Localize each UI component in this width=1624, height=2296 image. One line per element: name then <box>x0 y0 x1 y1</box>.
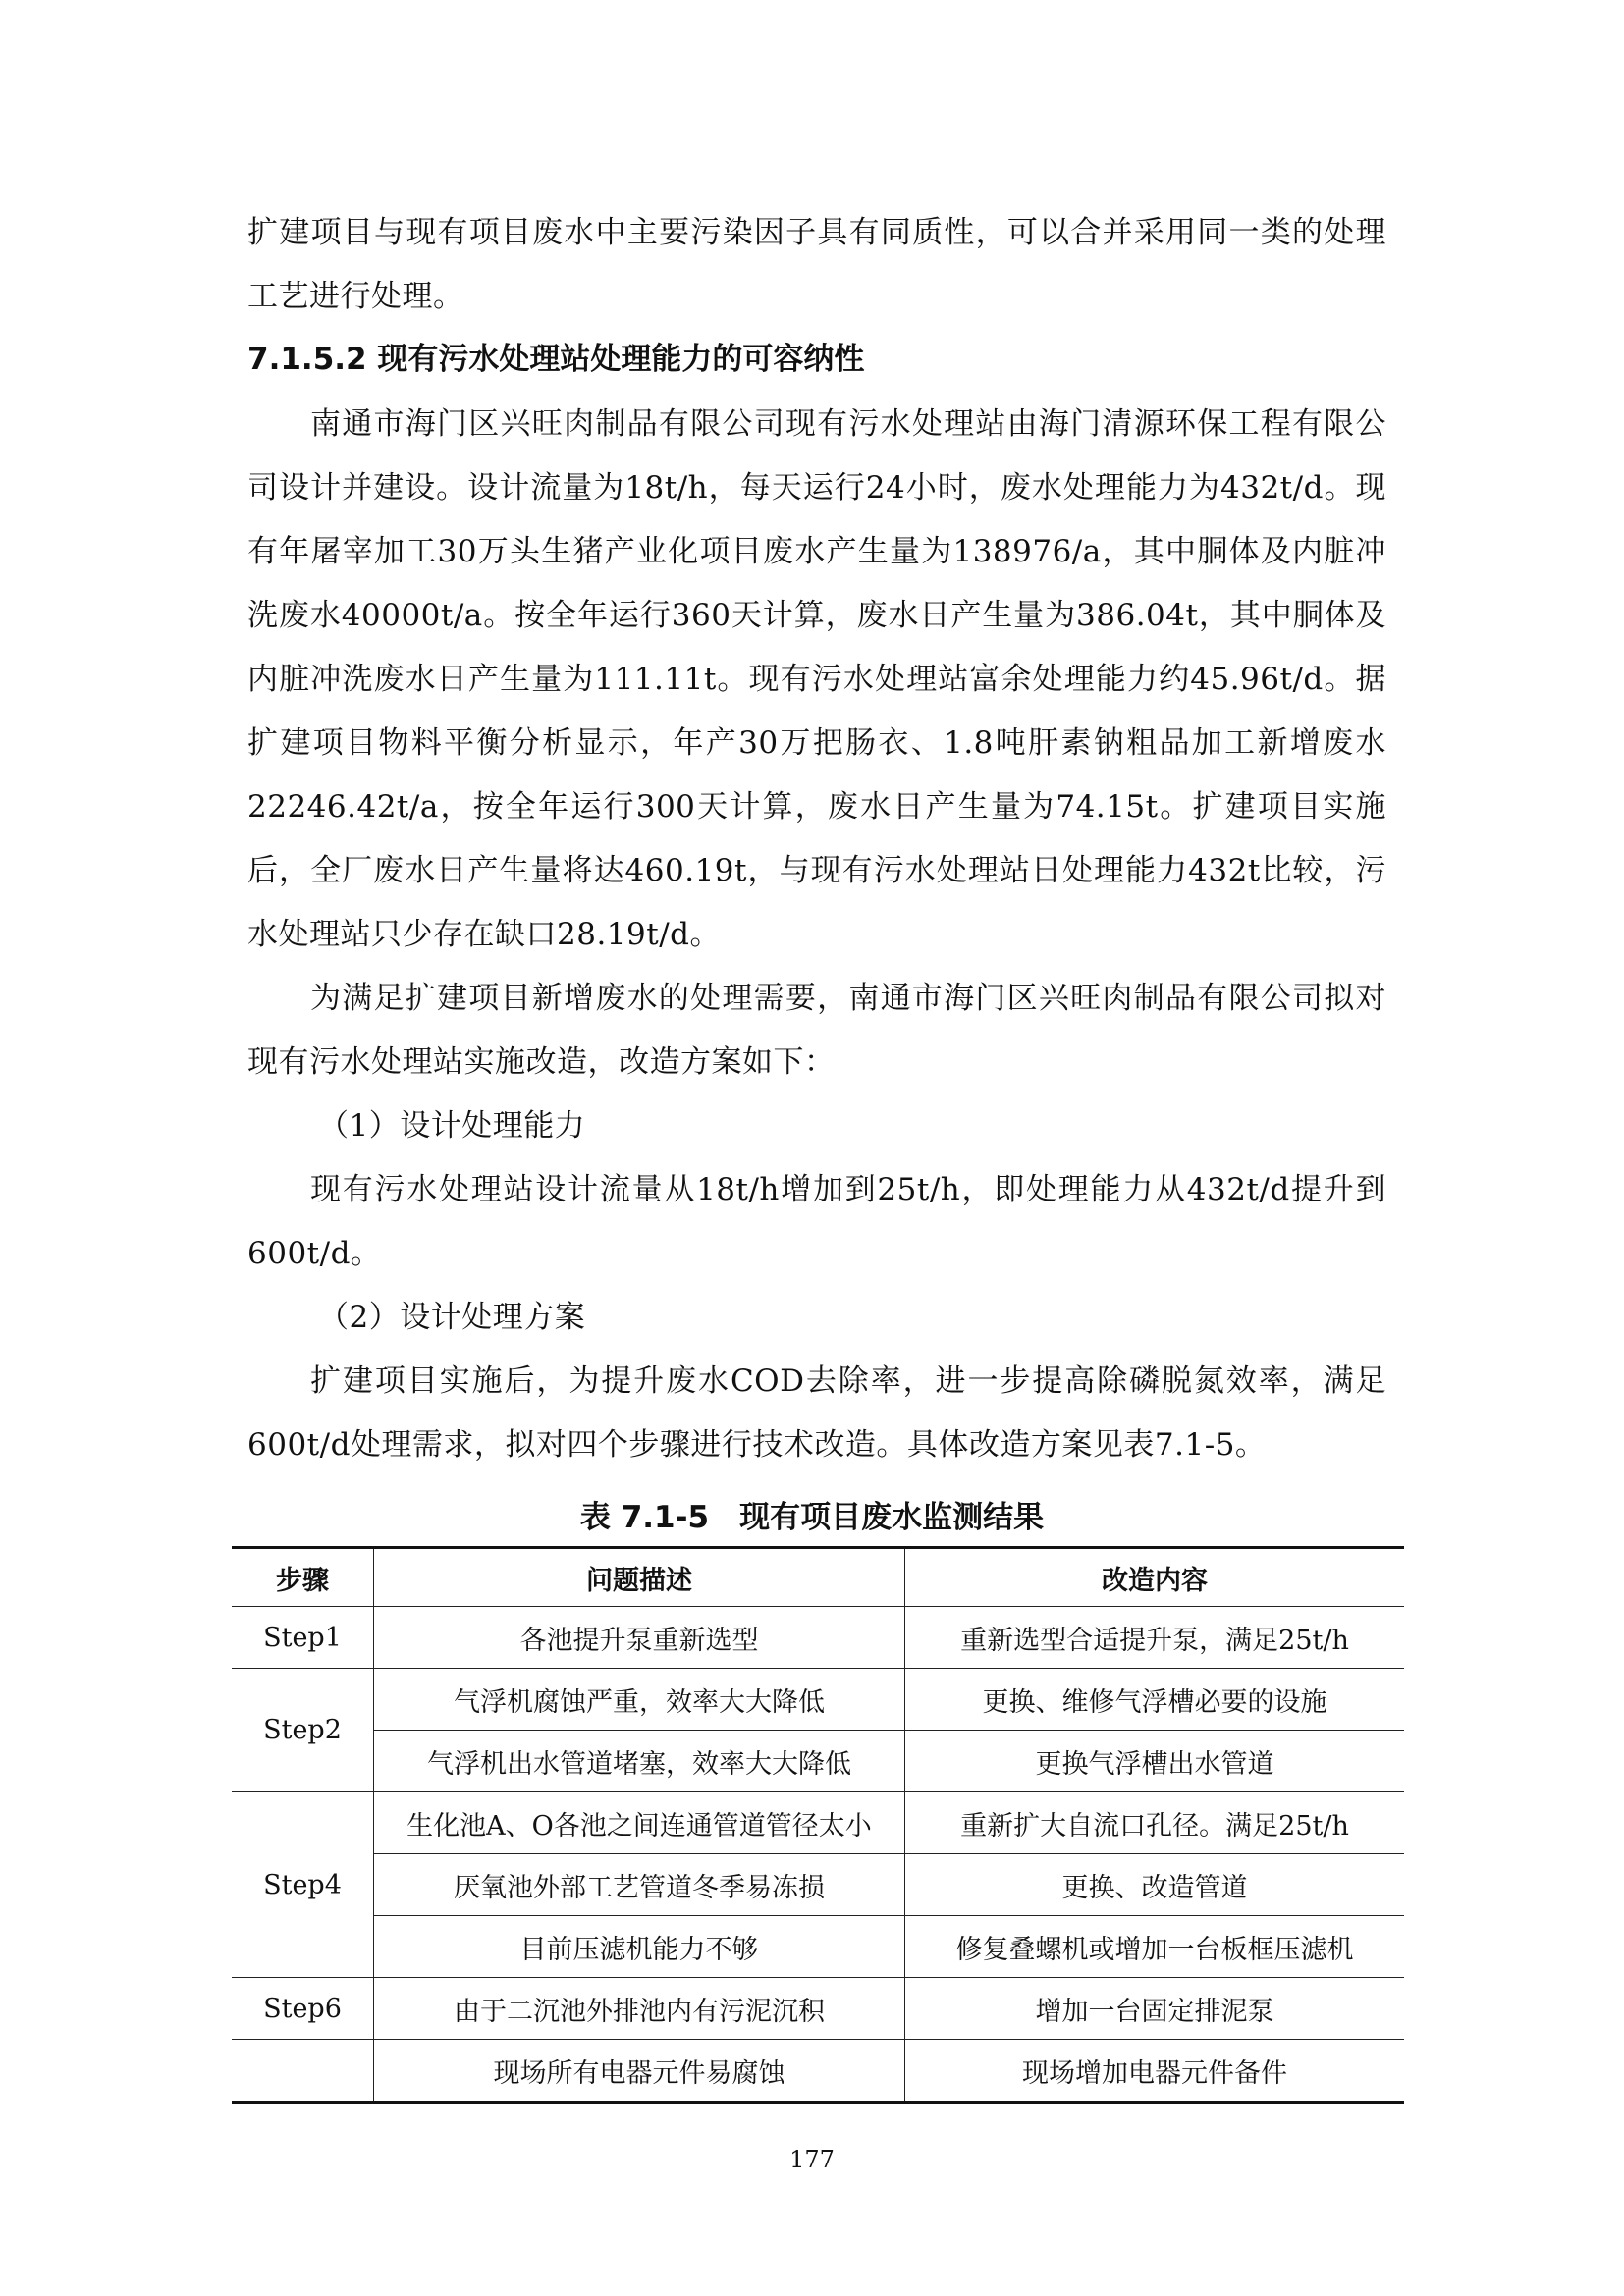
table-row <box>232 1607 1404 1669</box>
paragraph-capacity: 南通市海门区兴旺肉制品有限公司现有污水处理站由海门清源环保工程有限公司设计并建设。设计流量为18t/h，每天运行24小时，废水处理能力为432t/d。现有年屠宰加工30万头生猪产业化项目废水产生量为138976/a，其中胴体及内脏冲洗废水40000t/a。按全年运行360天计算，废水日产生量为386.04t，其中胴体及内脏冲洗废水日产生量为111.11t。现有污水处理站富余处理能力约45.96t/d。据扩建项目物料平衡分析显示，年产30万把肠衣、1.8吨肝素钠粗品加工新增废水22246.42t/a，按全年运行300天计算，废水日产生量为74.15t。扩建项目实施后，全厂废水日产生量将达460.19t，与现有污水处理站日处理能力432t比较，污水处理站只少存在缺口28.19t/d。 <box>247 406 1386 952</box>
paragraph-design-capacity: 现有污水处理站设计流量从18t/h增加到25t/h，即处理能力从432t/d提升到600t/d。 <box>247 1172 1386 1271</box>
fix-cell: 更换、维修气浮槽必要的设施 <box>905 1669 1405 1731</box>
table-row <box>232 1792 1404 1854</box>
page-number: 177 <box>789 2146 835 2173</box>
fix-cell: 更换、改造管道 <box>905 1854 1405 1916</box>
problem-cell: 厌氧池外部工艺管道冬季易冻损 <box>374 1854 905 1916</box>
problem-cell: 气浮机出水管道堵塞，效率大大降低 <box>374 1731 905 1792</box>
table-row <box>232 1669 1404 1731</box>
fix-cell: 重新扩大自流口孔径。满足25t/h <box>905 1792 1405 1854</box>
table-row <box>232 1854 1404 1916</box>
table-row <box>232 1978 1404 2040</box>
table-title: 表 7.1-5 现有项目废水监测结果 <box>579 1500 1045 1535</box>
table-row <box>232 2040 1404 2103</box>
fix-cell: 修复叠螺机或增加一台板框压滤机 <box>905 1916 1405 1978</box>
intro-paragraph: 扩建项目与现有项目废水中主要污染因子具有同质性，可以合并采用同一类的处理工艺进行处理。 <box>247 215 1386 314</box>
step-cell: Step1 <box>232 1607 374 1669</box>
paragraph-upgrade-intro: 为满足扩建项目新增废水的处理需要，南通市海门区兴旺肉制品有限公司拟对现有污水处理站实施改造，改造方案如下： <box>247 981 1386 1080</box>
table-header-row <box>232 1548 1404 1607</box>
subheading-design-capacity: （1）设计处理能力 <box>318 1108 586 1144</box>
step-cell: Step6 <box>232 1978 374 2040</box>
problem-cell: 由于二沉池外排池内有污泥沉积 <box>374 1978 905 2040</box>
problem-cell: 目前压滤机能力不够 <box>374 1916 905 1978</box>
header-step: 步骤 <box>232 1548 374 1607</box>
fix-cell: 重新选型合适提升泵，满足25t/h <box>905 1607 1405 1669</box>
subheading-design-plan: （2）设计处理方案 <box>318 1300 586 1335</box>
problem-cell: 生化池A、O各池之间连通管道管径太小 <box>374 1792 905 1854</box>
fix-cell: 现场增加电器元件备件 <box>905 2040 1405 2103</box>
fix-cell: 增加一台固定排泥泵 <box>905 1978 1405 2040</box>
fix-cell: 更换气浮槽出水管道 <box>905 1731 1405 1792</box>
retrofit-table <box>232 1546 1404 2104</box>
intro-block <box>247 201 1386 329</box>
section-heading: 7.1.5.2 现有污水处理站处理能力的可容纳性 <box>247 342 865 377</box>
header-fix: 改造内容 <box>905 1548 1405 1607</box>
step-cell <box>232 2040 374 2103</box>
paragraph-design-plan: 扩建项目实施后，为提升废水COD去除率，进一步提高除磷脱氮效率，满足600t/d处理需求，拟对四个步骤进行技术改造。具体改造方案见表7.1-5。 <box>247 1363 1386 1463</box>
problem-cell: 现场所有电器元件易腐蚀 <box>374 2040 905 2103</box>
step-cell: Step2 <box>232 1669 374 1792</box>
section-body <box>247 393 1386 1477</box>
step-cell: Step4 <box>232 1792 374 1978</box>
header-problem: 问题描述 <box>374 1548 905 1607</box>
table-row <box>232 1916 1404 1978</box>
problem-cell: 气浮机腐蚀严重，效率大大降低 <box>374 1669 905 1731</box>
table-row <box>232 1731 1404 1792</box>
problem-cell: 各池提升泵重新选型 <box>374 1607 905 1669</box>
